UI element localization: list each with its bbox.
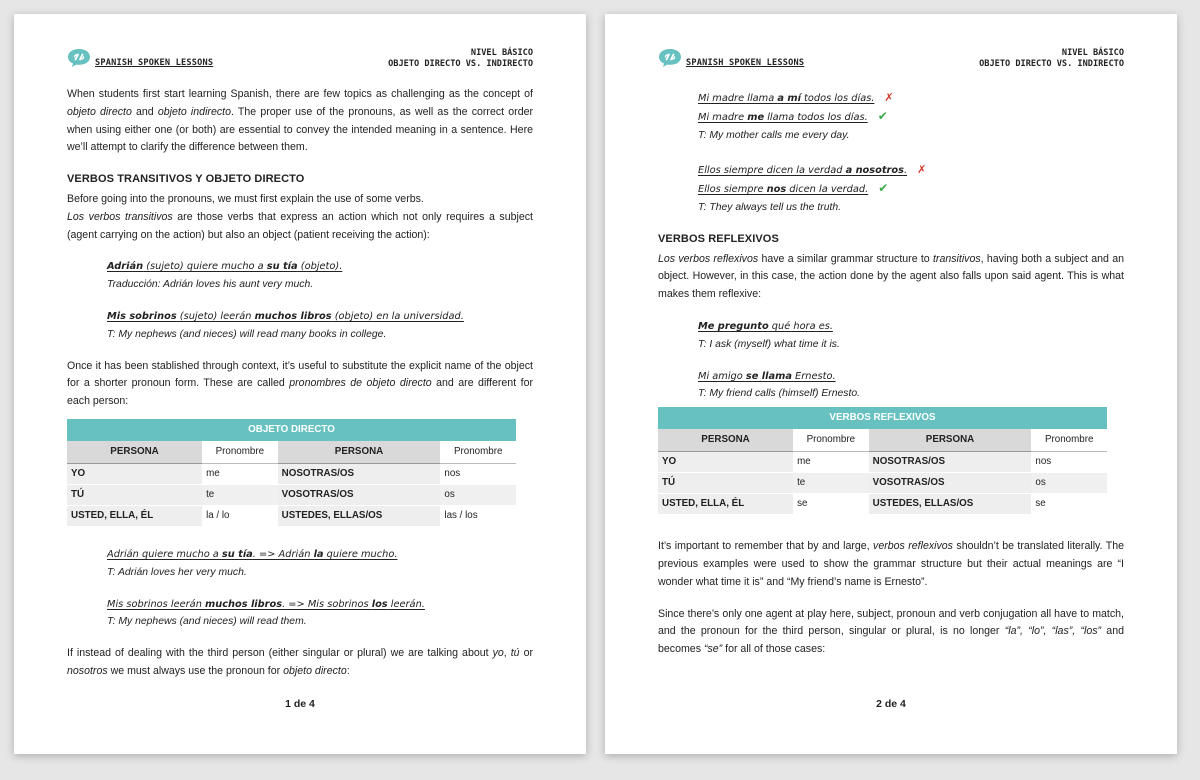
page-number: 2 de 4	[876, 698, 906, 711]
topic-label: OBJETO DIRECTO VS. INDIRECTO	[979, 59, 1124, 69]
example-1	[658, 318, 1124, 354]
col-header-pronombre: Pronombre	[793, 429, 869, 452]
example-translation: T: Adrián loves her very much.	[107, 566, 247, 578]
brand	[658, 48, 804, 68]
example-sentence: Adrián (sujeto) quiere mucho a su tía (objeto).	[107, 261, 343, 273]
example-1	[67, 258, 533, 294]
verbos-reflexivos-table	[658, 407, 1107, 514]
example-sentence: Mi amigo se llama Ernesto.	[698, 370, 836, 382]
speech-bubble-logo-icon	[67, 48, 91, 68]
page-header	[67, 48, 533, 86]
since-paragraph: Since there’s only one agent at play here, subject, pronoun and verb conjugation all have to match, and the pronoun for the third person, singular or plural, is no longer “la”, “lo”, “las”, “los” and becomes “se” for all of those cases:	[658, 607, 1124, 656]
example-sentence: Mi madre llama a mí todos los días.	[698, 93, 875, 104]
check-mark-icon: ✔	[878, 181, 889, 196]
example-translation: Traducción: Adrián loves his aunt very much.	[107, 279, 314, 291]
section-title-transitivos: VERBOS TRANSITIVOS Y OBJETO DIRECTO	[67, 173, 305, 186]
example-sentence: Mis sobrinos (sujeto) leerán muchos libros (objeto) en la universidad.	[107, 310, 464, 322]
page-header	[658, 48, 1124, 86]
table-title: OBJETO DIRECTO	[67, 419, 516, 441]
definition-paragraph: Los verbos reflexivos have a similar grammar structure to transitivos, having both a subject and an object. However, in this case, the action done by the agent also falls upon said agent. This is what makes them reflexive:	[658, 252, 1125, 301]
check-mark-icon: ✔	[877, 108, 888, 123]
before-paragraph: Before going into the pronouns, we must first explain the use of some verbs.	[67, 192, 424, 205]
example-a	[658, 90, 1124, 144]
example-translation: T: They always tell us the truth.	[698, 201, 842, 213]
brand	[67, 48, 213, 68]
header-info	[388, 48, 533, 70]
important-paragraph: It’s important to remember that by and large, verbos reflexivos shouldn’t be translated literally. The previous examples were used to show the grammar structure but their actual meanings are “I wonder what time it is” and “My friend’s name is Ernesto”.	[658, 540, 1124, 588]
example-sentence: Me pregunto qué hora es.	[698, 320, 833, 332]
wrong-mark-icon: ✗	[884, 92, 894, 104]
table-row: USTED, ELLA, ÉL la / lo USTEDES, ELLAS/OS las / los	[67, 505, 516, 526]
col-header-pronombre: Pronombre	[1031, 429, 1107, 452]
closing-paragraph: If instead of dealing with the third person (either singular or plural) we are talking about yo, tú or nosotros we must always use the pronoun for objeto directo:	[67, 647, 533, 677]
example-c	[658, 162, 1124, 216]
table-row: YO me NOSOTRAS/OS nos	[658, 452, 1107, 473]
col-header-pronombre: Pronombre	[202, 441, 278, 464]
brand-name: SPANISH SPOKEN LESSONS	[686, 58, 805, 68]
example-translation: T: My mother calls me every day.	[698, 129, 850, 141]
document-page-1	[14, 14, 586, 754]
section-title-reflexivos: VERBOS REFLEXIVOS	[658, 232, 779, 245]
example-sentence: Adrián quiere mucho a su tía. => Adrián la quiere mucho.	[107, 548, 398, 560]
wrong-mark-icon: ✗	[917, 164, 927, 177]
objeto-directo-table	[67, 419, 516, 526]
document-page-2	[605, 14, 1177, 754]
pronoun-intro-paragraph: Once it has been stablished through context, it’s useful to substitute the explicit name of the object for a shorter pronoun form. These are called pronombres de objeto directo and are different for each person:	[67, 359, 533, 408]
example-2	[658, 368, 1124, 404]
example-translation: T: My nephews (and nieces) will read them.	[107, 616, 307, 628]
header-info	[979, 48, 1124, 70]
table-row: TÚ te VOSOTRAS/OS os	[67, 484, 516, 505]
col-header-persona: PERSONA	[67, 441, 202, 464]
col-header-persona: PERSONA	[869, 429, 1032, 452]
level-label: NIVEL BÁSICO	[470, 48, 533, 58]
intro-paragraph: When students first start learning Spanish, there are few topics as challenging as the concept of objeto directo and objeto indirecto. The proper use of the pronouns, as well as the correct order when using either one (or both) are essential to convey the intended meaning in a sentence. Here we’ll attempt to clarify the difference between them.	[67, 88, 534, 154]
example-2	[67, 308, 533, 344]
example-sentence: Ellos siempre nos dicen la verdad.	[698, 184, 869, 196]
topic-label: OBJETO DIRECTO VS. INDIRECTO	[388, 59, 533, 69]
example-translation: T: I ask (myself) what time it is.	[698, 338, 840, 350]
example-translation: T: My nephews (and nieces) will read many books in college.	[107, 328, 387, 340]
table-row: TÚ te VOSOTRAS/OS os	[658, 473, 1107, 494]
speech-bubble-logo-icon	[658, 48, 682, 68]
example-sentence: Ellos siempre dicen la verdad a nosotros.	[698, 165, 908, 177]
col-header-pronombre: Pronombre	[440, 441, 516, 464]
table-row: USTED, ELLA, ÉL se USTEDES, ELLAS/OS se	[658, 494, 1107, 515]
definition-paragraph: Los verbos transitivos are those verbs that express an action which not only requires a subject (agent carrying on the action) but also an object (patient receiving the action):	[67, 210, 534, 241]
brand-name: SPANISH SPOKEN LESSONS	[95, 58, 214, 68]
example-4	[67, 596, 533, 632]
table-title: VERBOS REFLEXIVOS	[658, 407, 1107, 429]
col-header-persona: PERSONA	[658, 429, 793, 452]
example-3	[67, 546, 533, 582]
example-sentence: Mi madre me llama todos los días.	[698, 111, 868, 123]
table-row: YO me NOSOTRAS/OS nos	[67, 463, 516, 484]
level-label: NIVEL BÁSICO	[1061, 48, 1124, 58]
col-header-persona: PERSONA	[278, 441, 441, 464]
example-translation: T: My friend calls (himself) Ernesto.	[698, 388, 861, 400]
page-number: 1 de 4	[285, 698, 315, 711]
example-sentence: Mis sobrinos leerán muchos libros. => Mis sobrinos los leerán.	[107, 598, 425, 610]
